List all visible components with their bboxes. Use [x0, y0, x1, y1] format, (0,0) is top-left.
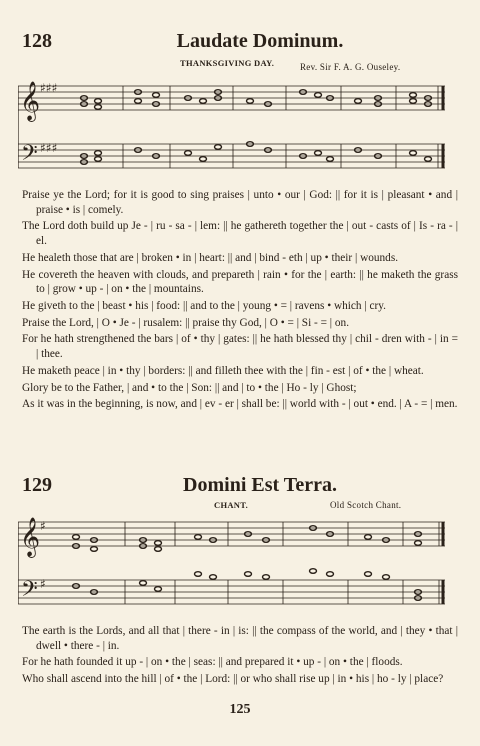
svg-text:♯♯♯: ♯♯♯ — [40, 81, 58, 95]
hymn-number: 128 — [22, 30, 52, 52]
verse: The Lord doth build up Je - | ru - sa - | lem: || he gathereth together the | out - casts of | Is - ra - | el. — [22, 220, 458, 247]
verse: Who shall ascend into the hill | of • the | Lord: || or who shall rise up | in • his | ho - ly | place? — [22, 673, 444, 686]
hymn-occasion: THANKSGIVING DAY. — [180, 58, 275, 68]
treble-clef-icon: 𝄞 — [20, 81, 41, 121]
verse: Praise ye the Lord; for it is good to sing praises | unto • our | God: || for it is | pleasant • and | praise • is | comely. — [22, 189, 458, 216]
page-number: 125 — [229, 702, 251, 717]
hymn-number: 129 — [22, 474, 52, 496]
svg-text:♯: ♯ — [40, 519, 46, 533]
svg-text:♯♯♯: ♯♯♯ — [40, 141, 58, 155]
verse: He covereth the heaven with clouds, and prepareth | rain • for the | earth: || he maketh the grass to | grow • up - | on • the | mountains. — [22, 268, 458, 296]
bass-clef-icon: 𝄢 — [21, 577, 38, 607]
verse: The earth is the Lords, and all that | there - in | is: || the compass of the world, and | they • that | dwell • there - | in. — [22, 625, 458, 652]
verse: He maketh peace | in • thy | borders: || and filleth thee with the | fin - est | of • the | wheat. — [22, 364, 424, 377]
hymn-128-verses — [22, 188, 458, 414]
treble-clef-icon: 𝄞 — [20, 517, 41, 557]
hymn-129-verses — [22, 624, 458, 689]
hymn-128-header — [22, 30, 458, 60]
verse: For he hath strengthened the bars | of • thy | gates: || he hath blessed thy | chil - dren with - | in = | thee. — [22, 333, 458, 361]
verse: He giveth to the | beast • his | food: || and to the | young • = | ravens • which | cry. — [22, 299, 387, 312]
verse: As it was in the beginning, is now, and | ev - er | shall be: || world with - | out • end. | A - = | men. — [22, 398, 458, 411]
bass-clef-icon: 𝄢 — [21, 141, 38, 171]
hymn-129-score — [18, 510, 466, 616]
verse: For he hath founded it up - | on • the | seas: || and prepared it • up - | on • the | floods. — [22, 656, 403, 669]
verse: He healeth those that are | broken • in | heart: || and | bind - eth | up • their | wounds. — [22, 251, 399, 264]
hymn-title: Domini Est Terra. — [183, 474, 337, 496]
hymn-composer: Rev. Sir F. A. G. Ouseley. — [300, 62, 401, 72]
hymn-128-score — [18, 72, 466, 184]
chant-label: CHANT. — [214, 500, 248, 510]
hymn-composer: Old Scotch Chant. — [330, 500, 402, 510]
verse: Glory be to the Father, | and • to the | Son: || and | to • the | Ho - ly | Ghost; — [22, 381, 357, 394]
hymn-title: Laudate Dominum. — [176, 30, 344, 52]
verse: Praise the Lord, | O • Je - | rusalem: || praise thy God, | O • = | Si - = | on. — [22, 316, 350, 329]
svg-text:♯: ♯ — [40, 577, 46, 591]
